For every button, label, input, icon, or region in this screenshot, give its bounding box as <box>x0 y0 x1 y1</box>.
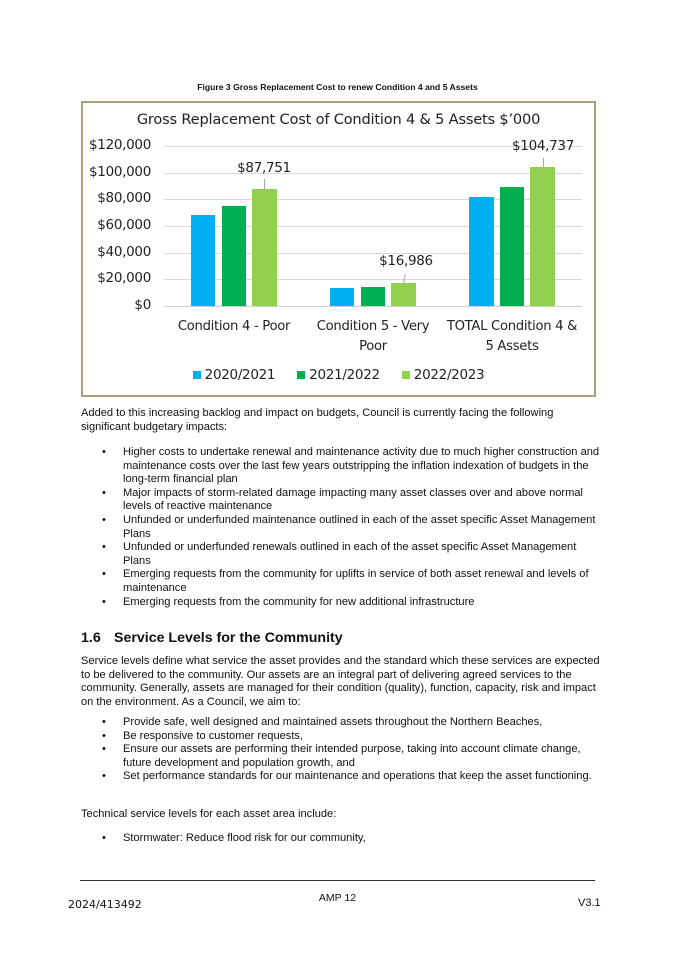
legend-item-2020-2021 <box>193 367 276 383</box>
list-item-text: Be responsive to customer requests, <box>123 729 304 742</box>
bullet-icon: • <box>102 743 106 756</box>
bullet-icon: • <box>102 568 106 581</box>
bar-cond4-2021-2022 <box>222 206 246 306</box>
list-item-text: Emerging requests from the community for new additional infrastructure <box>123 595 475 608</box>
list-item-text: Ensure our assets are performing their intended purpose, taking into account climate change, future development and population growth, and <box>123 743 581 769</box>
x-category-cond4 <box>164 317 304 337</box>
aims-list <box>81 716 601 784</box>
footer-document-number: 2024/413492 <box>68 898 142 911</box>
chart-legend <box>83 367 594 383</box>
list-item-text: Unfunded or underfunded maintenance outlined in each of the asset specific Asset Management Plans <box>123 513 596 540</box>
bullet-icon: • <box>102 770 106 783</box>
footer-version: V3.1 <box>578 897 601 909</box>
y-tick-80000: $80,000 <box>97 190 151 206</box>
legend-label: 2021/2022 <box>309 367 380 383</box>
bar-cond5-2021-2022 <box>361 287 385 306</box>
section-title: Service Levels for the Community <box>114 630 343 646</box>
bar-total-2020-2021 <box>469 197 494 306</box>
chart-title: Gross Replacement Cost of Condition 4 & 5 Assets $’000 <box>136 111 541 128</box>
data-label-total: $104,737 <box>511 138 574 154</box>
figure-caption: Figure 3 Gross Replacement Cost to renew Condition 4 and 5 Assets <box>197 82 478 92</box>
footer-page-label: AMP 12 <box>318 892 357 904</box>
list-item-text: Higher costs to undertake renewal and maintenance activity due to much higher construction and maintenance costs over the last few years outstripping the inflation indexation of budgets in the long-term financial plan <box>123 446 600 486</box>
x-category-line: Condition 5 - Very <box>316 319 430 334</box>
x-category-line: 5 Assets <box>485 339 539 354</box>
y-tick-120000: $120,000 <box>88 137 151 153</box>
bullet-icon: • <box>102 446 106 458</box>
y-tick-0: $0 <box>134 297 151 313</box>
bar-cond4-2022-2023 <box>252 189 277 306</box>
list-item <box>81 832 601 846</box>
impacts-list <box>81 446 601 609</box>
legend-item-2022-2023 <box>402 367 485 383</box>
y-tick-60000: $60,000 <box>97 217 151 233</box>
y-tick-100000: $100,000 <box>88 164 151 180</box>
bar-total-2022-2023 <box>530 167 555 306</box>
y-tick-40000: $40,000 <box>97 244 151 260</box>
bullet-icon: • <box>102 716 106 728</box>
x-category-cond5 <box>303 317 443 357</box>
data-label-cond4: $87,751 <box>237 160 291 176</box>
bullet-icon: • <box>102 541 106 554</box>
bar-cond5-2022-2023 <box>391 283 416 306</box>
bullet-icon: • <box>102 513 106 526</box>
data-label-leader <box>264 179 265 189</box>
data-label-cond5: $16,986 <box>379 253 433 269</box>
legend-item-2021-2022 <box>297 367 380 383</box>
section-heading <box>81 630 343 646</box>
legend-swatch-icon <box>297 371 305 379</box>
bar-cond5-2020-2021 <box>330 288 354 306</box>
list-item <box>81 730 601 744</box>
list-item <box>81 743 601 770</box>
x-category-total <box>442 317 582 357</box>
technical-intro: Technical service levels for each asset area include: <box>81 808 337 820</box>
list-item-text: Unfunded or underfunded renewals outlined in each of the asset specific Asset Management Plans <box>123 541 577 567</box>
list-item <box>81 487 601 514</box>
bar-cond4-2020-2021 <box>191 215 215 306</box>
data-label-leader <box>543 158 544 167</box>
bullet-icon: • <box>102 832 106 844</box>
section-paragraph: Service levels define what service the asset provides and the standard which these services are expected to be delivered to the community. Our assets are an integral part of delivering agreed services to the community. Generally, assets are managed for their condition (quality), function, capacity, risk and impact on the environment. As a Council, we aim to: <box>81 655 600 708</box>
list-item-text: Provide safe, well designed and maintained assets throughout the Northern Beaches, <box>123 716 543 728</box>
list-item <box>81 568 601 595</box>
list-item-text: Major impacts of storm-related damage impacting many asset classes over and above normal levels of reactive maintenance <box>123 486 583 513</box>
legend-label: 2022/2023 <box>413 367 485 383</box>
legend-swatch-icon <box>193 371 201 379</box>
bullet-icon: • <box>102 729 106 742</box>
legend-swatch-icon <box>402 371 410 379</box>
list-item-text: Emerging requests from the community for uplifts in service of both asset renewal and levels of maintenance <box>123 568 589 594</box>
chart-frame <box>81 101 596 397</box>
bullet-icon: • <box>102 595 106 608</box>
x-axis-line <box>164 306 582 307</box>
bullet-icon: • <box>102 486 106 499</box>
y-tick-20000: $20,000 <box>97 270 151 286</box>
list-item-text: Stormwater: Reduce flood risk for our community, <box>123 832 366 844</box>
list-item <box>81 446 601 487</box>
bar-total-2021-2022 <box>500 187 524 306</box>
list-item <box>81 596 601 610</box>
section-number: 1.6 <box>81 630 101 646</box>
technical-list <box>81 832 601 846</box>
list-item <box>81 716 601 730</box>
list-item <box>81 541 601 568</box>
list-item <box>81 770 601 784</box>
intro-paragraph: Added to this increasing backlog and impact on budgets, Council is currently facing the following significant budgetary impacts: <box>81 407 554 433</box>
list-item-text: Set performance standards for our maintenance and operations that keep the asset functioning. <box>123 770 592 783</box>
legend-label: 2020/2021 <box>204 367 276 383</box>
x-category-line: TOTAL Condition 4 & <box>446 319 578 334</box>
x-category-line: Poor <box>359 339 387 354</box>
list-item <box>81 514 601 541</box>
x-category-line: Condition 4 - Poor <box>177 319 291 334</box>
footer-divider <box>80 880 595 881</box>
